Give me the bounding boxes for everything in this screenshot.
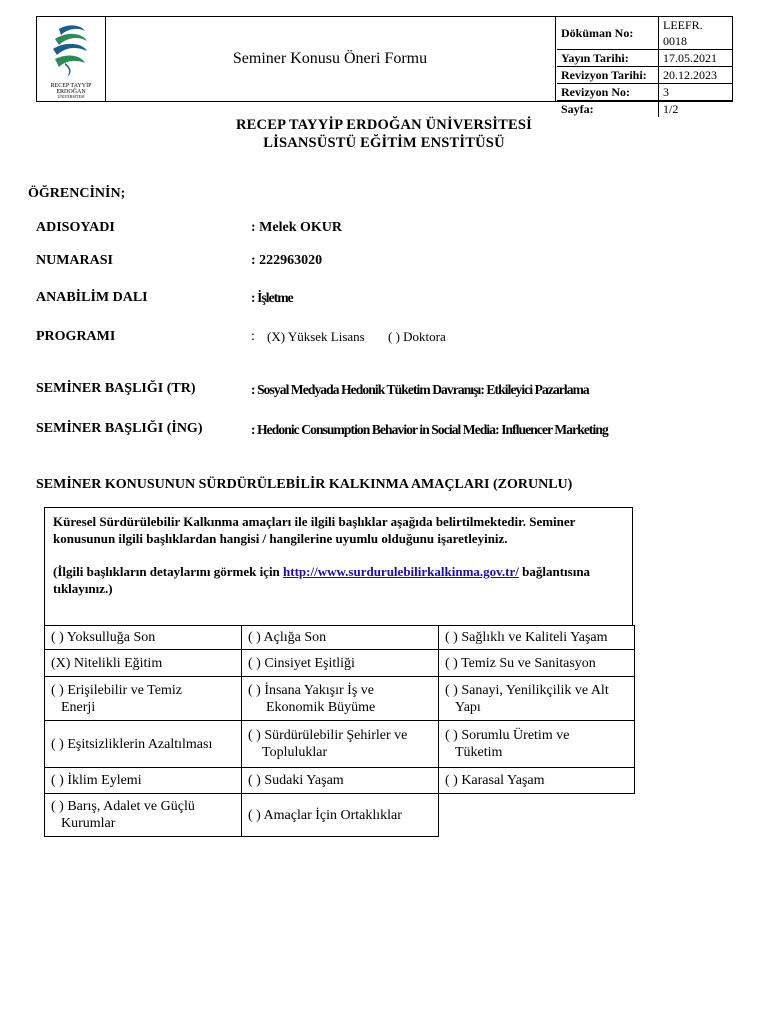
- meta-row: Revizyon No: 3: [557, 84, 733, 101]
- sdg-option[interactable]: ( ) Sağlıklı ve Kaliteli Yaşam: [439, 626, 635, 650]
- university-name: RECEP TAYYİP ERDOĞAN ÜNİVERSİTESİ: [235, 117, 532, 133]
- form-title: Seminer Konusu Öneri Formu: [105, 17, 556, 101]
- program-option-doctorate[interactable]: ( ) Doktora: [388, 329, 446, 344]
- sdg-option[interactable]: ( ) İklim Eylemi: [45, 768, 242, 794]
- sdg-option[interactable]: ( ) Temiz Su ve Sanitasyon: [439, 650, 635, 677]
- name-value: : Melek OKUR: [251, 220, 342, 235]
- seminar-title-tr-label: SEMİNER BAŞLIĞI (TR): [36, 381, 196, 396]
- university-logo: [37, 17, 106, 101]
- sdg-option[interactable]: ( ) Amaçlar İçin Ortaklıklar: [242, 794, 439, 837]
- sdg-option[interactable]: ( ) Sorumlu Üretim ve Tüketim: [439, 721, 635, 768]
- sdg-option[interactable]: (X) Nitelikli Eğitim: [45, 650, 242, 677]
- sdg-option[interactable]: ( ) Eşitsizliklerin Azaltılması: [45, 721, 242, 768]
- seminar-title-en-value: : Hedonic Consumption Behavior in Social Media: Influencer Marketing: [251, 422, 608, 437]
- program-colon: :: [251, 329, 255, 344]
- sdg-option[interactable]: ( ) Yoksulluğa Son: [45, 626, 242, 650]
- sdg-option[interactable]: ( ) Karasal Yaşam: [439, 768, 635, 794]
- sdg-option[interactable]: ( ) Açlığa Son: [242, 626, 439, 650]
- svg-text:ÜNİVERSİTESİ: ÜNİVERSİTESİ: [57, 94, 85, 99]
- sdg-option[interactable]: ( ) Sanayi, Yenilikçilik ve Alt Yapı: [439, 677, 635, 721]
- sdg-option[interactable]: ( ) Sudaki Yaşam: [242, 768, 439, 794]
- table-row: [45, 721, 635, 768]
- sdg-website-link[interactable]: http://www.surdurulebilirkalkinma.gov.tr/: [283, 564, 519, 579]
- department-label: ANABİLİM DALI: [36, 290, 148, 305]
- meta-row: Revizyon Tarihi: 20.12.2023: [557, 67, 733, 84]
- sdg-option[interactable]: ( ) Erişilebilir ve Temiz Enerji: [45, 677, 242, 721]
- name-label: ADISOYADI: [36, 220, 115, 235]
- document-meta-table: [557, 17, 733, 117]
- sdg-heading: SEMİNER KONUSUNUN SÜRDÜRÜLEBİLİR KALKINMA AMAÇLARI (ZORUNLU): [36, 477, 573, 492]
- sdg-link-line: [53, 563, 624, 597]
- seminar-title-en-label: SEMİNER BAŞLIĞI (İNG): [36, 421, 203, 436]
- svg-text:ERDOĞAN: ERDOĞAN: [56, 89, 86, 95]
- table-row: [45, 650, 635, 677]
- meta-row: Sayfa: 1/2: [557, 101, 733, 118]
- sdg-link-suffix: bağlantısına tıklayınız.): [53, 564, 591, 596]
- sdg-option[interactable]: ( ) Sürdürülebilir Şehirler ve Topluluklar: [242, 721, 439, 768]
- svg-text:RECEP TAYYİP: RECEP TAYYİP: [50, 83, 92, 89]
- table-row: [45, 794, 635, 837]
- number-label: NUMARASI: [36, 253, 113, 268]
- empty-cell: [439, 794, 635, 837]
- sdg-intro-text: Küresel Sürdürülebilir Kalkınma amaçları ile ilgili başlıklar aşağıda belirtilmektedir. Seminer konusunun ilgili başlıklardan hangisi / hangilerine uyumlu olduğunu işaretleyiniz.: [53, 514, 576, 546]
- sdg-option[interactable]: ( ) Cinsiyet Eşitliği: [242, 650, 439, 677]
- student-section-heading: ÖĞRENCİNİN;: [28, 186, 126, 201]
- meta-row: Döküman No: LEEFR. 0018: [557, 17, 733, 50]
- document-header: [36, 16, 733, 116]
- institute-name: LİSANSÜSTÜ EĞİTİM ENSTİTÜSÜ: [263, 135, 505, 151]
- sdg-intro-box: [44, 507, 633, 626]
- department-value: : İşletme: [251, 290, 293, 305]
- sdg-link-prefix: (İlgili başlıkların detaylarını görmek için: [53, 564, 284, 579]
- program-option-masters[interactable]: (X) Yüksek Lisans: [267, 329, 365, 344]
- number-value: : 222963020: [251, 253, 323, 268]
- table-row: [45, 768, 635, 794]
- seminar-title-tr-value: : Sosyal Medyada Hedonik Tüketim Davranışı: Etkileyici Pazarlama: [251, 382, 589, 397]
- table-row: [45, 677, 635, 721]
- program-label: PROGRAMI: [36, 329, 116, 344]
- meta-row: Yayın Tarihi: 17.05.2021: [557, 50, 733, 67]
- logo-icon: [37, 17, 105, 101]
- table-row: [45, 626, 635, 650]
- sdg-goals-table: [44, 625, 635, 837]
- sdg-option[interactable]: ( ) Barış, Adalet ve Güçlü Kurumlar: [45, 794, 242, 837]
- sdg-option[interactable]: ( ) İnsana Yakışır İş ve Ekonomik Büyüme: [242, 677, 439, 721]
